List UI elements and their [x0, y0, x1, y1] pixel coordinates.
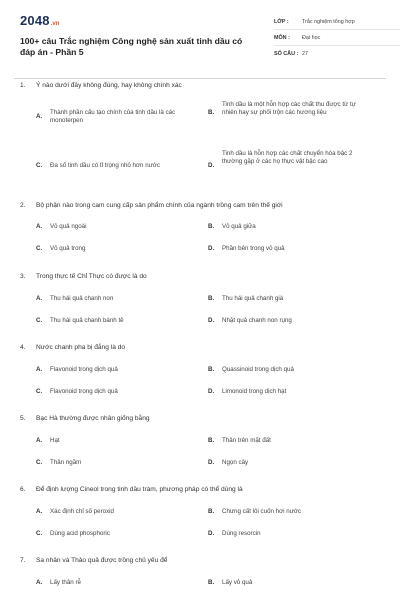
question-stem: Bạc Hà thường được nhân giống bằng: [36, 415, 150, 422]
option-text: Vỏ quả trong: [50, 245, 86, 252]
page-header: [20, 14, 382, 72]
option-text: Vỏ quả giữa: [222, 223, 256, 230]
question-stem: Trong thực tế Chỉ Thực có được là do: [36, 273, 147, 280]
meta-value: 27: [302, 51, 308, 57]
question-text: [20, 486, 243, 494]
option-text: Thu hái quả chanh bánh tẻ: [50, 317, 124, 324]
meta-row-class: [274, 14, 400, 30]
option-text: Ngọn cây: [222, 459, 249, 466]
option-letter: C.: [36, 317, 43, 324]
question-text: [20, 415, 150, 423]
option-letter: B.: [208, 109, 215, 116]
option-text: Thu hái quả chanh non: [50, 295, 114, 302]
option-letter: D.: [208, 162, 215, 169]
question-stem: Để định lượng Cineol trong tinh dầu tràm, phương pháp có thể dùng là: [36, 486, 243, 493]
logo-domain: .vn: [50, 21, 60, 27]
option-text: Thân ngầm: [50, 459, 82, 466]
option-letter: D.: [208, 317, 215, 324]
option-letter: D.: [208, 245, 215, 252]
option-letter: C.: [36, 162, 43, 169]
question-stem: Sa nhân và Thảo quả được trồng chủ yếu để: [36, 557, 168, 564]
option-letter: B.: [208, 366, 215, 373]
option-letter: A.: [36, 579, 43, 586]
option-text: Thân trên mặt đất: [222, 437, 271, 444]
option-letter: C.: [36, 388, 43, 395]
site-logo[interactable]: [20, 14, 59, 28]
option-text: Dùng resorcin: [222, 530, 261, 537]
meta-label: SỐ CÂU :: [274, 51, 299, 57]
option-text: Thành phần cấu tạo chính của tinh dầu là các monoterpen: [50, 109, 176, 125]
option-text: Dùng acid phosphoric: [50, 530, 110, 537]
option-letter: A.: [36, 366, 43, 373]
option-text: Vỏ quả ngoài: [50, 223, 87, 230]
option-letter: C.: [36, 245, 43, 252]
header-divider: [14, 78, 386, 79]
meta-label: LỚP :: [274, 18, 289, 25]
document-title: 100+ câu Trắc nghiệm Công nghệ sản xuất tinh dầu có đáp án - Phần 5: [20, 36, 243, 57]
option-text: Phần bên trong vỏ quả: [222, 245, 285, 252]
option-letter: A.: [36, 437, 43, 444]
option-text: Lấy thân rễ: [50, 579, 81, 586]
meta-value: Trắc nghiệm tổng hợp: [302, 18, 355, 25]
option-text: Flavonoid trong dịch quả: [50, 388, 118, 395]
option-text: Hạt: [50, 437, 60, 444]
option-letter: D.: [208, 530, 215, 537]
question-stem: Bộ phận nào trong cam cung cấp sản phẩm chính của ngành trồng cam trên thế giới: [36, 202, 283, 209]
option-letter: A.: [36, 508, 43, 515]
option-text: Tinh dầu là hỗn hợp các chất chuyển hóa bậc 2 thường gặp ở các họ thực vật bậc cao: [222, 150, 353, 166]
option-letter: B.: [208, 223, 215, 230]
question-number: 1.: [20, 82, 26, 89]
option-text: Chưng cất lôi cuốn hơi nước: [222, 508, 301, 515]
option-letter: D.: [208, 459, 215, 466]
meta-row-count: [274, 46, 400, 62]
option-letter: C.: [36, 530, 43, 537]
question-text: [20, 557, 167, 565]
question-number: 3.: [20, 273, 26, 280]
question-stem: Nước chanh pha bị đắng là do: [36, 344, 126, 351]
option-letter: B.: [208, 437, 215, 444]
option-text: Flavonoid trong dịch quả: [50, 366, 118, 373]
question-number: 6.: [20, 486, 26, 493]
option-letter: D.: [208, 388, 215, 395]
logo-text: 2048: [20, 13, 50, 28]
question-text: [20, 202, 283, 210]
meta-info: [274, 14, 400, 62]
question-number: 5.: [20, 415, 26, 422]
option-text: Limonoid trong dịch hạt: [222, 388, 287, 395]
question-number: 7.: [20, 557, 26, 564]
question-number: 2.: [20, 202, 26, 209]
option-letter: B.: [208, 579, 215, 586]
option-text: Thu hái quả chanh già: [222, 295, 284, 302]
question-text: [20, 344, 125, 352]
option-text: Tinh dầu là một hỗn hợp các chất thu được từ tự nhiên hay sự phối trộn các hương liệu: [222, 101, 356, 117]
option-text: Quassinoid trong dịch quả: [222, 366, 294, 373]
meta-label: MÔN :: [274, 34, 290, 41]
question-text: [20, 82, 182, 90]
option-text: Đa số tinh dầu có tỉ trọng nhỏ hơn nước: [50, 162, 160, 169]
meta-value: Đại học: [302, 34, 321, 41]
option-text: Lấy vỏ quả: [222, 579, 253, 586]
question-stem: Ý nào dưới đây không đúng, hay không chính xác: [36, 82, 182, 89]
question-number: 4.: [20, 344, 26, 351]
option-letter: C.: [36, 459, 43, 466]
option-text: Nhặt quả chanh non rụng: [222, 317, 292, 324]
option-letter: B.: [208, 295, 215, 302]
option-text: Xác định chỉ số peroxid: [50, 508, 114, 515]
option-letter: A.: [36, 223, 43, 230]
option-letter: B.: [208, 508, 215, 515]
meta-row-subject: [274, 30, 400, 46]
question-text: [20, 273, 147, 281]
option-letter: A.: [36, 295, 43, 302]
option-letter: A.: [36, 113, 43, 120]
